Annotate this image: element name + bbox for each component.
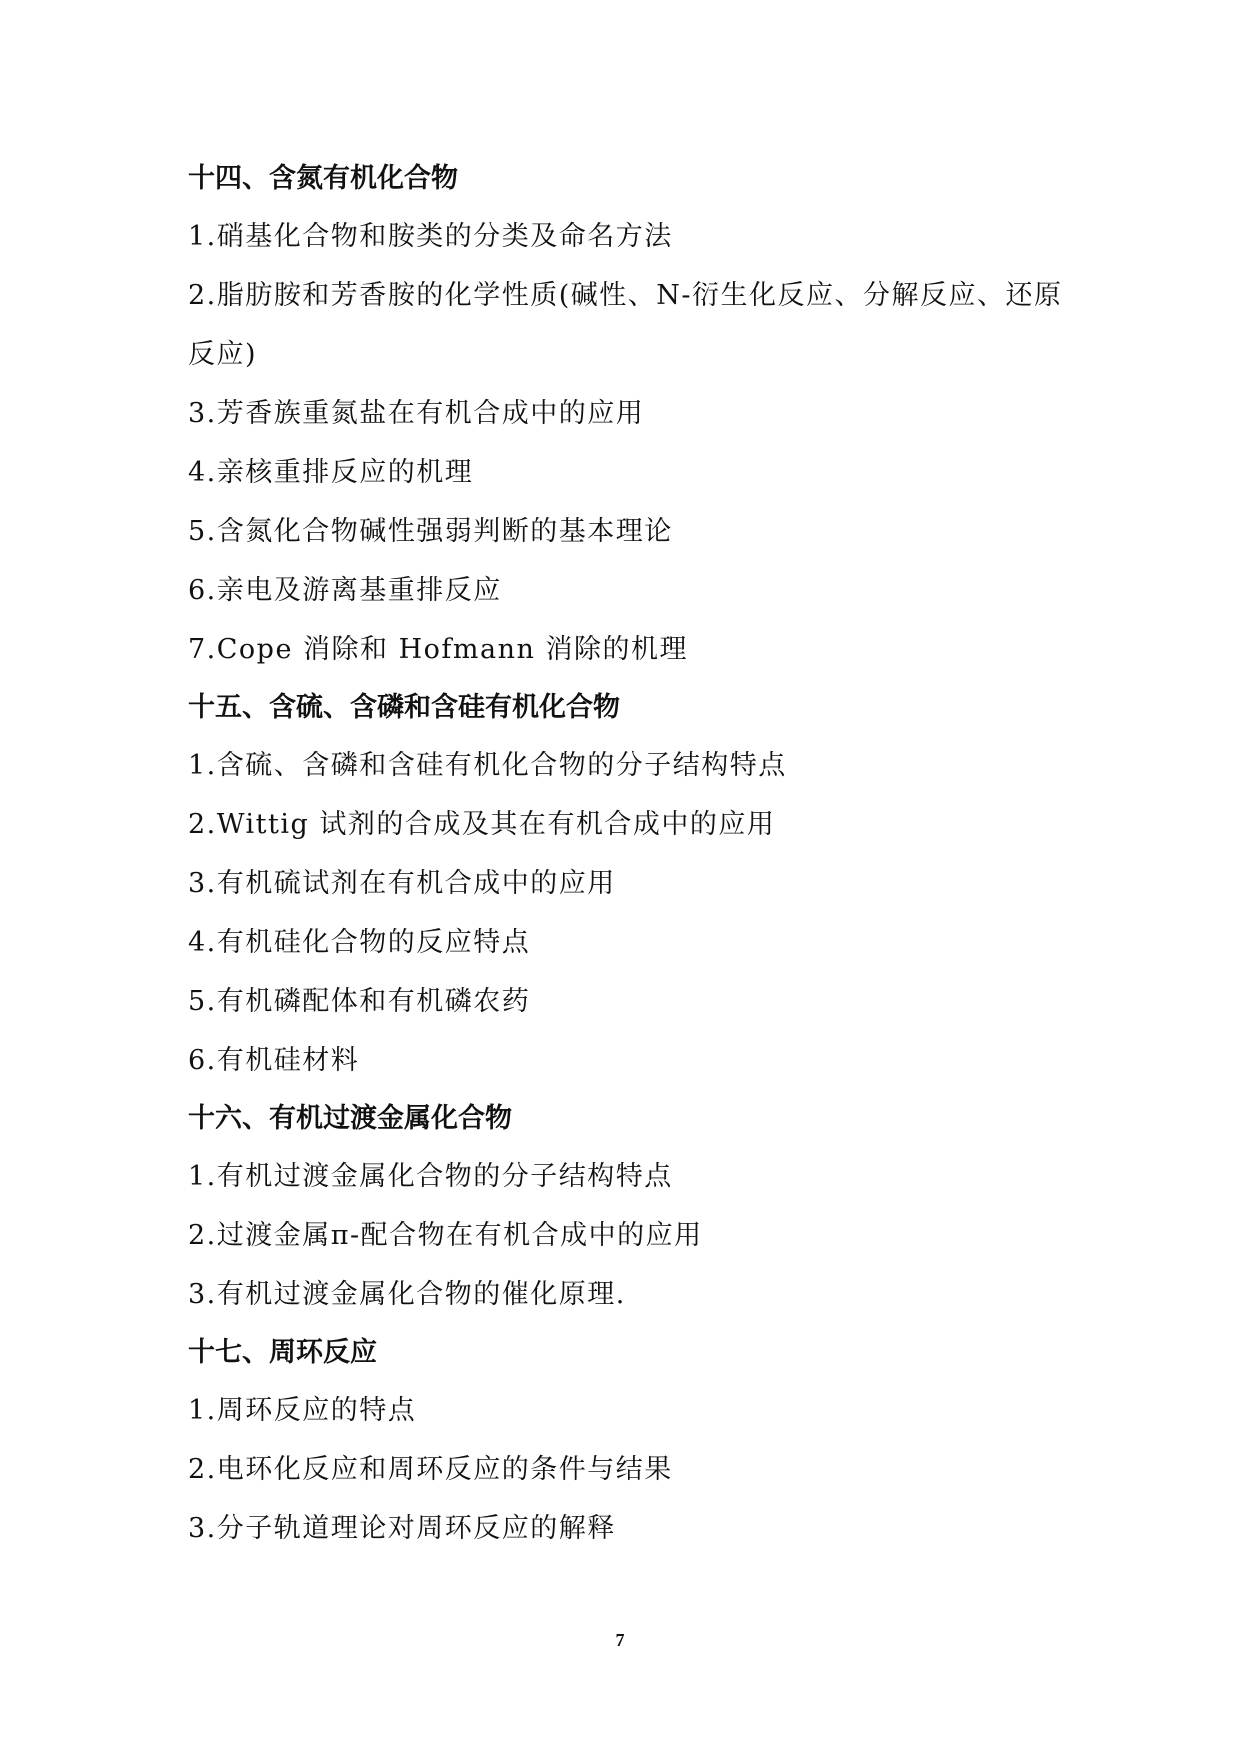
list-item: 2.Wittig 试剂的合成及其在有机合成中的应用 (188, 809, 776, 840)
list-item: 3.分子轨道理论对周环反应的解释 (188, 1513, 616, 1544)
list-item: 3.芳香族重氮盐在有机合成中的应用 (188, 398, 645, 429)
section-heading: 十六、有机过渡金属化合物 (188, 1103, 512, 1134)
list-item: 6.亲电及游离基重排反应 (188, 575, 502, 606)
list-item: 3.有机硫试剂在有机合成中的应用 (188, 868, 616, 899)
list-item: 1.周环反应的特点 (188, 1395, 417, 1426)
section-heading: 十四、含氮有机化合物 (188, 163, 458, 194)
list-item: 5.含氮化合物碱性强弱判断的基本理论 (188, 516, 673, 547)
list-item: 3.有机过渡金属化合物的催化原理. (188, 1279, 626, 1310)
page-number: 7 (615, 1630, 625, 1650)
list-item: 1.有机过渡金属化合物的分子结构特点 (188, 1161, 673, 1192)
document-body (188, 150, 1088, 1558)
list-item: 7.Cope 消除和 Hofmann 消除的机理 (188, 634, 688, 665)
list-item: 2.脂肪胺和芳香胺的化学性质(碱性、N-衍生化反应、分解反应、还原反应) (188, 280, 1063, 370)
list-item: 4.有机硅化合物的反应特点 (188, 927, 531, 958)
list-item: 6.有机硅材料 (188, 1045, 360, 1076)
list-item: 5.有机磷配体和有机磷农药 (188, 986, 531, 1017)
list-item: 1.硝基化合物和胺类的分类及命名方法 (188, 221, 673, 252)
section-heading: 十七、周环反应 (188, 1337, 377, 1368)
list-item: 2.过渡金属π-配合物在有机合成中的应用 (188, 1220, 703, 1251)
list-item: 4.亲核重排反应的机理 (188, 457, 474, 488)
list-item: 2.电环化反应和周环反应的条件与结果 (188, 1454, 673, 1485)
section-heading: 十五、含硫、含磷和含硅有机化合物 (188, 692, 620, 723)
list-item: 1.含硫、含磷和含硅有机化合物的分子结构特点 (188, 750, 787, 781)
